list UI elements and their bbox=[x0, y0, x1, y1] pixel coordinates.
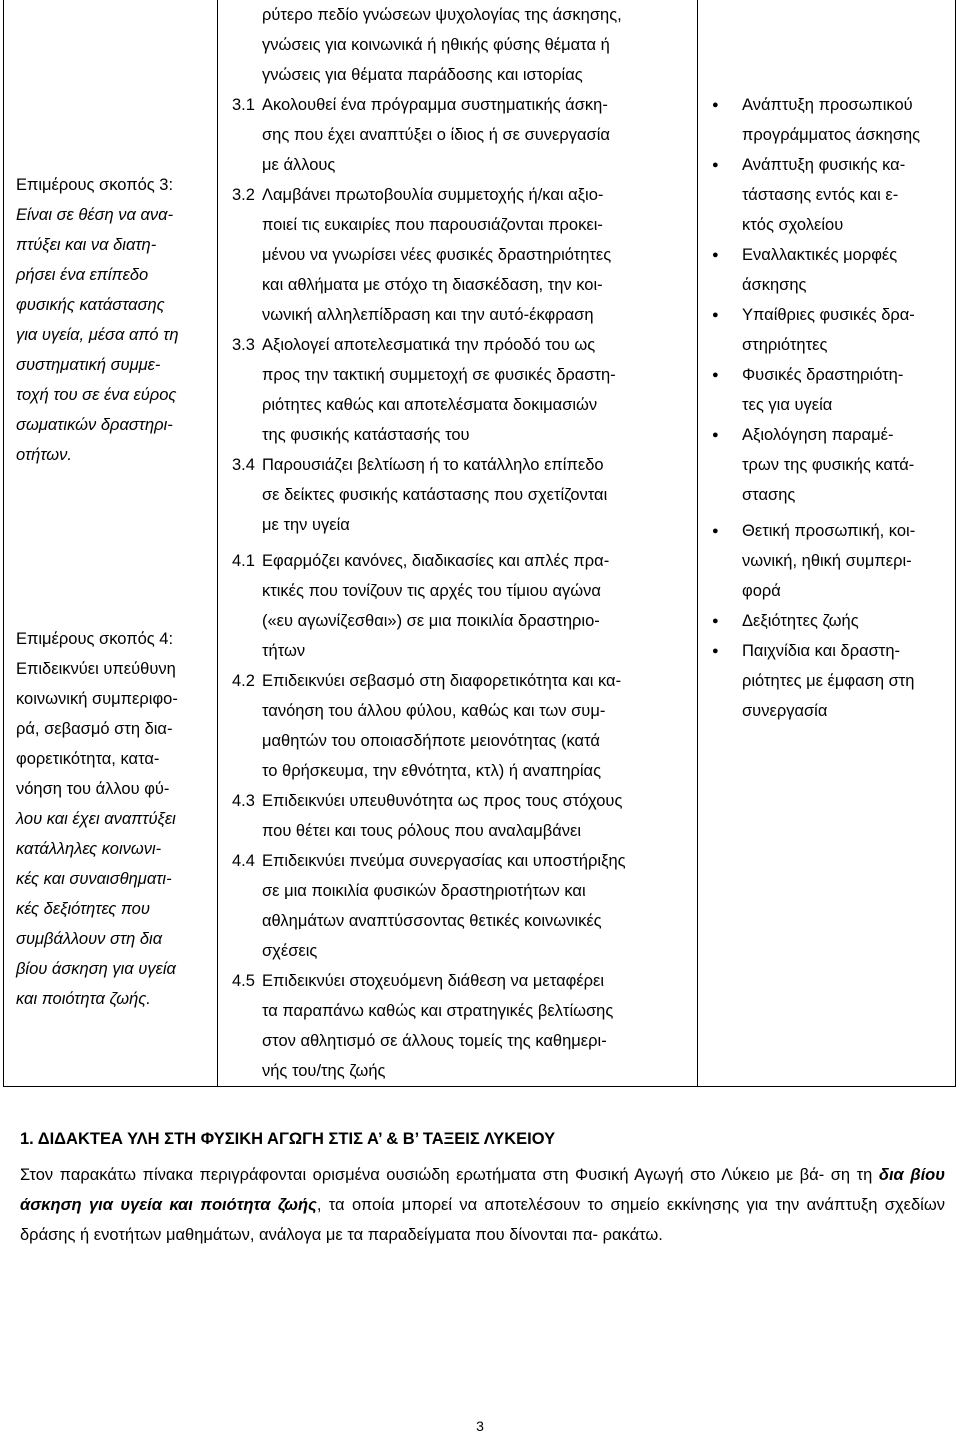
content-line: Παιχνίδια και δραστη- bbox=[742, 642, 900, 660]
content-item bbox=[712, 636, 949, 726]
outcome-line: σης που έχει αναπτύξει ο ίδιος ή σε συνεργασία bbox=[262, 126, 610, 144]
content-line: κτός σχολείου bbox=[742, 216, 844, 234]
content-column bbox=[698, 0, 956, 1087]
outcome-line: Αξιολογεί αποτελεσματικά την πρόοδό του ως bbox=[262, 336, 596, 354]
bullet-icon: ● bbox=[712, 429, 719, 441]
outcome-line: Επιδεικνύει υπευθυνότητα ως προς τους στόχους bbox=[262, 792, 623, 810]
outcome-number: 3.4 bbox=[232, 456, 255, 474]
content-item bbox=[712, 150, 949, 240]
goal-4-line: και ποιότητα ζωής. bbox=[16, 990, 151, 1008]
paragraph-text: Στον παρακάτω πίνακα περιγράφονται ορισμένα ουσιώδη ερωτήματα στη Φυσική Αγωγή στο Λύκειο με βά- bbox=[20, 1166, 825, 1184]
bullet-icon: ● bbox=[712, 369, 719, 381]
content-line: Αξιολόγηση παραμέ- bbox=[742, 426, 894, 444]
outcome-line: με άλλους bbox=[262, 156, 336, 174]
outcome-line: μένου να γνωρίσει νέες φυσικές δραστηριότητες bbox=[262, 246, 612, 264]
content-line: Εναλλακτικές μορφές bbox=[742, 246, 898, 264]
outcome-line: τήτων bbox=[262, 642, 306, 660]
outcome-line: ριότητες καθώς και αποτελέσματα δοκιμασιών bbox=[262, 396, 598, 414]
outcome-line: με την υγεία bbox=[262, 516, 350, 534]
outcome-line: νής του/της ζωής bbox=[262, 1062, 386, 1080]
outcome-line: («ευ αγωνίζεσθαι») σε μια ποικιλία δραστηριο- bbox=[262, 612, 600, 630]
outcome-number: 3.3 bbox=[232, 336, 255, 354]
goal-4-line: κοινωνική συμπεριφο- bbox=[16, 690, 178, 708]
outcome-number: 4.5 bbox=[232, 972, 255, 990]
content-item bbox=[712, 606, 949, 636]
goal-4-line: λου και έχει αναπτύξει bbox=[16, 810, 176, 828]
outcome-number: 4.1 bbox=[232, 552, 255, 570]
content-line: στασης bbox=[742, 486, 796, 504]
outcome-line: Εφαρμόζει κανόνες, διαδικασίες και απλές πρα- bbox=[262, 552, 610, 570]
content-line: στηριότητες bbox=[742, 336, 828, 354]
goal-4-line: νόηση του άλλου φύ- bbox=[16, 780, 170, 798]
outcomes-section-4 bbox=[218, 546, 697, 1086]
content-line: Ανάπτυξη φυσικής κα- bbox=[742, 156, 906, 174]
goal-3-line: πτύξει και να διατη- bbox=[16, 236, 157, 254]
content-item bbox=[712, 420, 949, 510]
outcome-4-2 bbox=[232, 666, 689, 696]
content-line: Υπαίθριες φυσικές δρα- bbox=[742, 306, 915, 324]
paragraph-text: ση τη bbox=[830, 1166, 879, 1184]
goal-4-line: βίου άσκηση για υγεία bbox=[16, 960, 176, 978]
content-item bbox=[712, 90, 949, 150]
goal-3-line: για υγεία, μέσα από τη bbox=[16, 326, 179, 344]
goal-3 bbox=[4, 162, 217, 470]
outcome-line: που θέτει και τους ρόλους που αναλαμβάνει bbox=[262, 822, 582, 840]
outcome-3-1 bbox=[232, 90, 689, 120]
goal-3-line: ρήσει ένα επίπεδο bbox=[16, 266, 149, 284]
content-line: Ανάπτυξη προσωπικού bbox=[742, 96, 913, 114]
content-line: συνεργασία bbox=[742, 702, 828, 720]
goal-4-line: κατάλληλες κοινωνι- bbox=[16, 840, 162, 858]
goal-3-line: σωματικών δραστηρι- bbox=[16, 416, 173, 434]
goal-3-line: συστηματική συμμε- bbox=[16, 356, 161, 374]
bullet-icon: ● bbox=[712, 159, 719, 171]
outcomes-column bbox=[218, 0, 698, 1087]
outcome-line: Παρουσιάζει βελτίωση ή το κατάλληλο επίπεδο bbox=[262, 456, 604, 474]
bullet-icon: ● bbox=[712, 615, 719, 627]
goal-4-heading: Επιμέρους σκοπός 4: bbox=[16, 630, 174, 648]
outcome-line: κτικές που τονίζουν τις αρχές του τίμιου αγώνα bbox=[262, 582, 601, 600]
outcome-line: τανόηση του άλλου φύλου, καθώς και των συμ- bbox=[262, 702, 606, 720]
content-spacer bbox=[698, 0, 955, 90]
outcome-line: νωνική αλληλεπίδραση και την αυτό-έκφραση bbox=[262, 306, 594, 324]
outcome-line: σχέσεις bbox=[262, 942, 318, 960]
bullet-icon: ● bbox=[712, 525, 719, 537]
outcome-number: 3.2 bbox=[232, 186, 255, 204]
outcome-line: ποιεί τις ευκαιρίες που παρουσιάζονται προκει- bbox=[262, 216, 603, 234]
outcome-line: γνώσεις για θέματα παράδοσης και ιστορίας bbox=[262, 66, 583, 84]
content-line: Δεξιότητες ζωής bbox=[742, 612, 859, 630]
outcome-line: τα παραπάνω καθώς και στρατηγικές βελτίωσης bbox=[262, 1002, 614, 1020]
curriculum-table bbox=[3, 0, 956, 1087]
outcome-number: 4.2 bbox=[232, 672, 255, 690]
outcome-line: Ακολουθεί ένα πρόγραμμα συστηματικής άσκη- bbox=[262, 96, 608, 114]
goal-4-line: κές δεξιότητες που bbox=[16, 900, 150, 918]
outcome-3-3 bbox=[232, 330, 689, 360]
goal-3-line: Είναι σε θέση να ανα- bbox=[16, 206, 174, 224]
outcome-4-5 bbox=[232, 966, 689, 996]
outcome-line: στον αθλητισμό σε άλλους τομείς της καθημερι- bbox=[262, 1032, 607, 1050]
goal-4-line: Επιδεικνύει υπεύθυνη bbox=[16, 660, 176, 678]
content-line: τες για υγεία bbox=[742, 396, 833, 414]
intro-paragraph bbox=[20, 1160, 945, 1250]
outcome-line: γνώσεις για κοινωνικά ή ηθικής φύσης θέματα ή bbox=[262, 36, 610, 54]
content-item bbox=[712, 240, 949, 300]
content-line: ριότητες με έμφαση στη bbox=[742, 672, 915, 690]
content-line: Φυσικές δραστηριότη- bbox=[742, 366, 904, 384]
page-number: 3 bbox=[476, 1418, 484, 1434]
paragraph-text: , τα οποία μπορεί να αποτελέσουν το σημείο εκκίνησης bbox=[316, 1196, 740, 1214]
outcomes-section-3 bbox=[218, 90, 697, 540]
outcome-line: Επιδεικνύει σεβασμό στη διαφορετικότητα και κα- bbox=[262, 672, 622, 690]
outcome-line: μαθητών του οποιασδήποτε μειονότητας (κατά bbox=[262, 732, 600, 750]
content-line: τάστασης εντός και ε- bbox=[742, 186, 899, 204]
section-heading: 1. ΔΙΔΑΚΤΕΑ ΥΛΗ ΣΤΗ ΦΥΣΙΚΗ ΑΓΩΓΗ ΣΤΙΣ Α’ & Β’ ΤΑΞΕΙΣ ΛΥΚΕΙΟΥ bbox=[20, 1130, 556, 1148]
outcome-line: το θρήσκευμα, την εθνότητα, κτλ) ή αναπηρίας bbox=[262, 762, 602, 780]
outcome-number: 4.3 bbox=[232, 792, 255, 810]
goal-4 bbox=[4, 616, 217, 1014]
content-list-section-4 bbox=[698, 516, 955, 726]
goal-4-line: ρά, σεβασμό στη δια- bbox=[16, 720, 173, 738]
content-line: προγράμματος άσκησης bbox=[742, 126, 921, 144]
content-line: τρων της φυσικής κατά- bbox=[742, 456, 915, 474]
content-line: άσκησης bbox=[742, 276, 807, 294]
paragraph-text: για την ανάπτυξη σχεδίων δράσης ή ενοτήτων μαθημάτων, ανάλογα με τα παραδείγματα που δίνονται πα- bbox=[20, 1196, 945, 1244]
bullet-icon: ● bbox=[712, 309, 719, 321]
outcome-line: αθλημάτων αναπτύσσοντας θετικές κοινωνικές bbox=[262, 912, 602, 930]
outcome-number: 3.1 bbox=[232, 96, 255, 114]
outcome-4-4 bbox=[232, 846, 689, 876]
goal-4-line: φορετικότητα, κατα- bbox=[16, 750, 160, 768]
bullet-icon: ● bbox=[712, 99, 719, 111]
content-line: φορά bbox=[742, 582, 781, 600]
outcomes-continued bbox=[218, 0, 697, 90]
outcome-line: και αθλήματα με στόχο τη διασκέδαση, την κοι- bbox=[262, 276, 603, 294]
bullet-icon: ● bbox=[712, 645, 719, 657]
section-text bbox=[20, 1124, 945, 1250]
paragraph-text: ρακάτω. bbox=[602, 1226, 663, 1244]
content-list-section-3 bbox=[698, 90, 955, 510]
outcome-line: Επιδεικνύει πνεύμα συνεργασίας και υποστήριξης bbox=[262, 852, 626, 870]
outcome-line: Επιδεικνύει στοχευόμενη διάθεση να μεταφέρει bbox=[262, 972, 605, 990]
outcome-line: ρύτερο πεδίο γνώσεων ψυχολογίας της άσκησης, bbox=[262, 6, 622, 24]
outcome-line: προς την τακτική συμμετοχή σε φυσικές δραστη- bbox=[262, 366, 616, 384]
goal-3-heading: Επιμέρους σκοπός 3: bbox=[16, 176, 174, 194]
goal-4-line: κές και συναισθηματι- bbox=[16, 870, 172, 888]
outcome-line: της φυσικής κατάστασής του bbox=[262, 426, 470, 444]
outcome-4-3 bbox=[232, 786, 689, 816]
outcome-line: σε δείκτες φυσικής κατάστασης που σχετίζονται bbox=[262, 486, 608, 504]
goal-4-line: συμβάλλουν στη δια bbox=[16, 930, 163, 948]
outcome-line: Λαμβάνει πρωτοβουλία συμμετοχής ή/και αξιο- bbox=[262, 186, 604, 204]
content-item bbox=[712, 360, 949, 420]
outcome-line: σε μια ποικιλία φυσικών δραστηριοτήτων και bbox=[262, 882, 586, 900]
content-item bbox=[712, 516, 949, 606]
goal-3-line: φυσικής κατάστασης bbox=[16, 296, 165, 314]
outcome-number: 4.4 bbox=[232, 852, 255, 870]
emphasis-text: δια βίου άσκηση για υγεία και ποιότητα ζωής bbox=[20, 1166, 945, 1214]
outcome-3-4 bbox=[232, 450, 689, 480]
goal-3-line: τοχή του σε ένα εύρος bbox=[16, 386, 177, 404]
goal-3-line: οτήτων. bbox=[16, 446, 72, 464]
outcome-3-2 bbox=[232, 180, 689, 210]
goals-column bbox=[4, 0, 218, 1087]
content-line: νωνική, ηθική συμπερι- bbox=[742, 552, 912, 570]
bullet-icon: ● bbox=[712, 249, 719, 261]
content-line: Θετική προσωπική, κοι- bbox=[742, 522, 916, 540]
outcome-4-1 bbox=[232, 546, 689, 576]
content-item bbox=[712, 300, 949, 360]
